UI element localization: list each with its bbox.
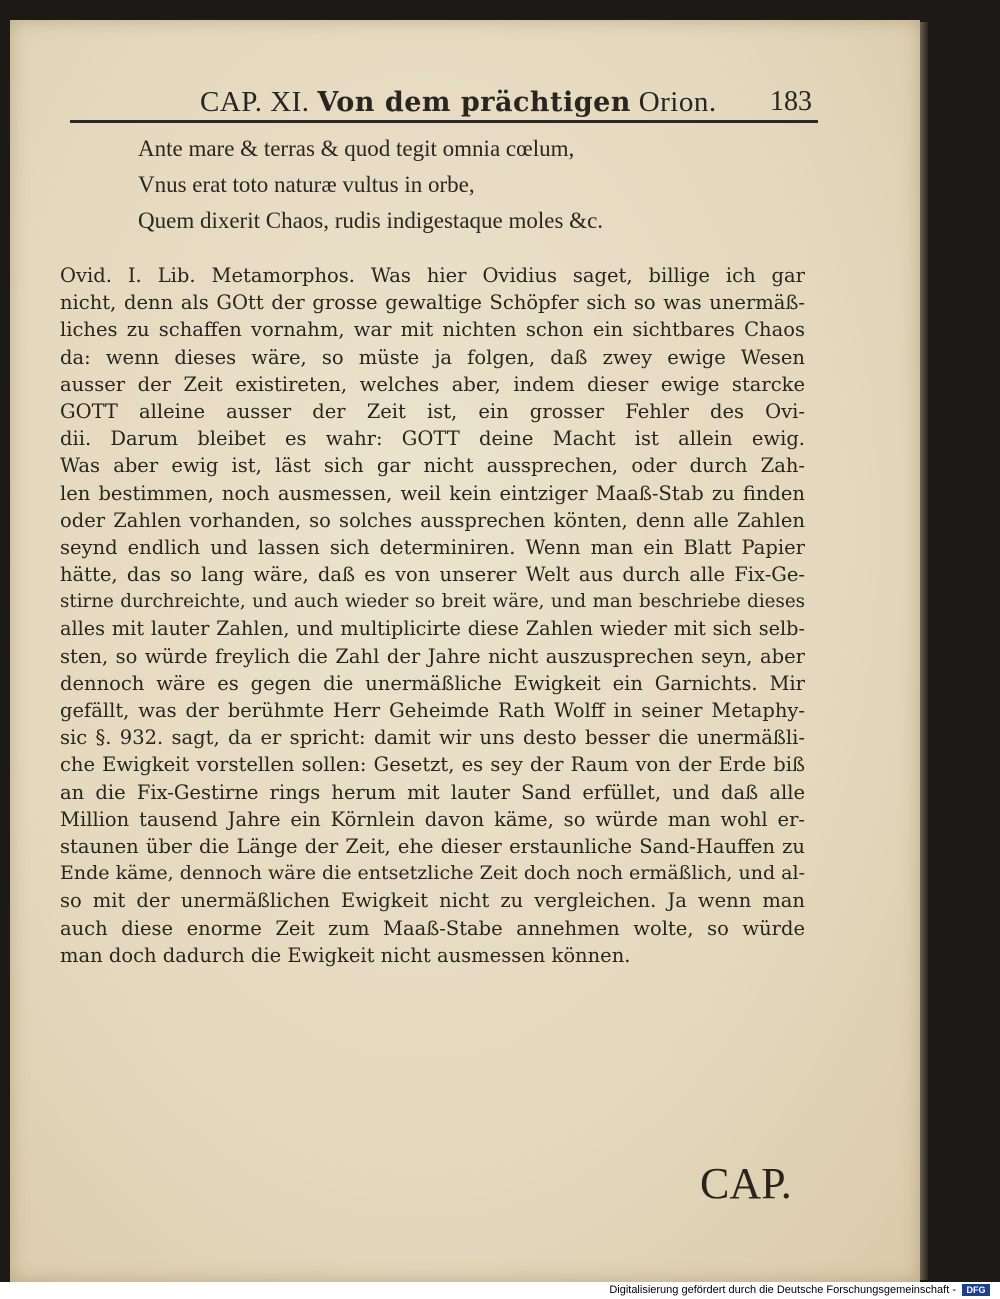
running-head — [200, 80, 820, 120]
text-line: an die Fix-Gestirne rings herum mit lauter Sand erfüllet, und daß alle — [60, 780, 805, 804]
text-line: dennoch wäre es gegen die unermäßliche Ewigkeit ein Garnichts. Mir — [60, 671, 805, 695]
chapter-number: CAP. XI. — [200, 86, 310, 118]
text-line: len bestimmen, noch ausmessen, weil kein eintziger Maaß-Stab zu finden — [60, 481, 805, 505]
text-line: alles mit lauter Zahlen, und multiplicirte diese Zahlen wieder mit sich selb- — [60, 617, 805, 641]
text-line: seynd endlich und lassen sich determiniren. Wenn man ein Blatt Papier — [60, 535, 805, 559]
verse-line: Ante mare & terras & quod tegit omnia cœlum, — [138, 136, 575, 161]
text-line: liches zu schaffen vornahm, war mit nichten schon ein sichtbares Chaos — [60, 318, 805, 342]
text-line: hätte, das so lang wäre, daß es von unserer Welt aus durch alle Fix-Ge- — [60, 563, 805, 587]
text-line: man doch dadurch die Ewigkeit nicht ausmessen können. — [60, 943, 631, 967]
text-line: sten, so würde freylich die Zahl der Jahre nicht auszusprechen seyn, aber — [60, 644, 805, 668]
text-line: GOTT alleine ausser der Zeit ist, ein grosser Fehler des Ovi- — [60, 399, 805, 423]
header-rule — [70, 120, 818, 123]
text-line: Was aber ewig ist, läst sich gar nicht aussprechen, oder durch Zah- — [60, 454, 805, 478]
text-line: da: wenn dieses wäre, so müste ja folgen, daß zwey ewige Wesen — [60, 345, 805, 369]
catchword: CAP. — [700, 1159, 792, 1208]
body-paragraph — [60, 262, 805, 969]
verse-line: Quem dixerit Chaos, rudis indigestaque moles &c. — [138, 208, 604, 233]
dfg-logo: DFG — [962, 1284, 990, 1296]
text-line: Million tausend Jahre ein Körnlein davon käme, so würde man wohl er- — [60, 807, 805, 831]
text-line: nicht, denn als GOtt der grosse gewaltige Schöpfer sich so was unermäß- — [60, 291, 805, 315]
text-line: dii. Darum bleibet es wahr: GOTT deine Macht ist allein ewig. — [60, 427, 805, 451]
page-number: 183 — [770, 86, 812, 117]
text-line: Ovid. I. Lib. Metamorphos. Was hier Ovidius saget, billige ich gar — [60, 264, 805, 287]
text-line: oder Zahlen vorhanden, so solches aussprechen könten, denn alle Zahlen — [60, 508, 805, 532]
text-line: sic §. 932. sagt, da er spricht: damit wir uns desto besser die unermäßli- — [60, 726, 805, 750]
text-line: Ende käme, dennoch wäre die entsetzliche Zeit doch noch ermäßlich, und al- — [60, 862, 805, 885]
page-edge — [920, 22, 928, 1280]
chapter-title-roman: Orion. — [638, 86, 717, 118]
text-line: auch diese enorme Zeit zum Maaß-Stabe annehmen wolte, so würde — [60, 916, 805, 940]
text-line: che Ewigkeit vorstellen sollen: Gesetzt, es sey der Raum von der Erde biß — [60, 753, 805, 777]
text-line: so mit der unermäßlichen Ewigkeit nicht zu vergleichen. Ja wenn man — [60, 889, 805, 913]
text-line: gefällt, was der berühmte Herr Geheimde Rath Wolff in seiner Metaphy- — [60, 699, 805, 722]
text-line: ausser der Zeit existireten, welches aber, indem dieser ewige starcke — [60, 372, 805, 396]
verse-line: Vnus erat toto naturæ vultus in orbe, — [138, 172, 475, 197]
text-line: staunen über die Länge der Zeit, ehe dieser erstaunliche Sand-Hauffen zu — [60, 834, 805, 858]
chapter-title-fraktur: Von dem prächtigen — [317, 87, 631, 118]
text-line: stirne durchreichte, und auch wieder so breit wäre, und man beschriebe dieses — [60, 591, 805, 613]
funding-credit: Digitalisierung gefördert durch die Deutsche Forschungsgemeinschaft - — [609, 1284, 956, 1296]
